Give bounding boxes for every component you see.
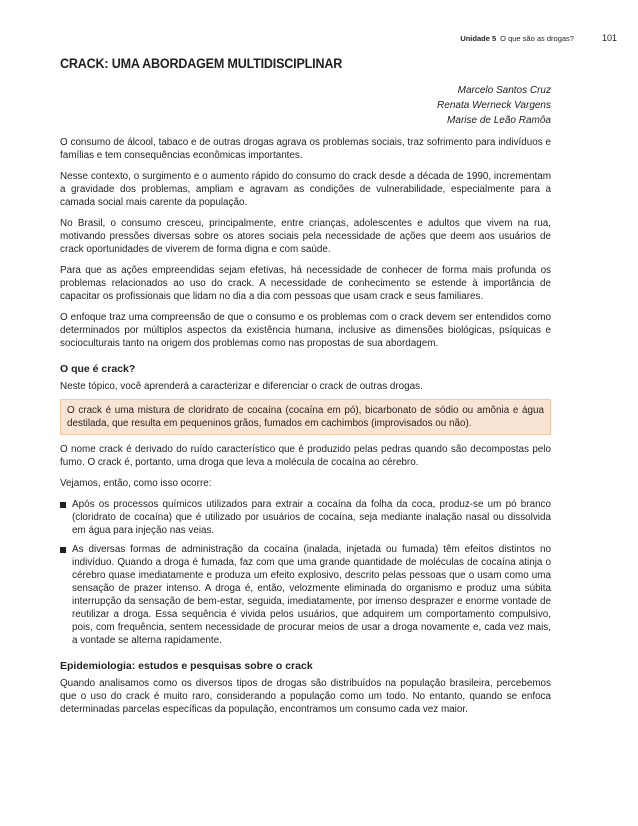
lead-in-text: Vejamos, então, como isso ocorre:: [60, 478, 212, 489]
unit-title: O que são as drogas?: [500, 34, 574, 43]
intro-paragraph: Para que as ações empreendidas sejam efetivas, há necessidade de conhecer de forma mais profunda os problemas relacionados ao uso do crack. A necessidade de conhecimento se estende à importância de capacitar os profissionais que lidam no dia a dia com pessoas que usam crack e seus familiares.: [60, 265, 551, 302]
article-body: [60, 56, 551, 724]
square-bullet-icon: [60, 547, 66, 553]
bullet-item: [60, 498, 551, 537]
intro-paragraph: Nesse contexto, o surgimento e o aumento rápido do consumo do crack desde a década de 1990, incrementam a gravidade dos problemas, ampliam e agravam as condições de vulnerabilidade, especialmente para a camada social mais carente da população.: [60, 171, 551, 208]
section-heading-crack: O que é crack?: [60, 363, 136, 375]
bullet-text: As diversas formas de administração da cocaína (inalada, injetada ou fumada) têm efeitos distintos no indivíduo. Quando a droga é fumada, faz com que uma grande quantidade de moléculas de cocaína atinja o cérebro quase imediatamente e produza um efeito explosivo, descrito pelas pessoas que o usam como uma sensação de prazer intenso. A droga é, então, velozmente eliminada do organismo e produz uma súbita interrupção da sensação de bem-estar, seguida, imediatamente, por imenso desprazer e enorme vontade de reutilizar a droga. Essa sequência é vivida pelos usuários, que adquirem um comportamento compulsivo, pois, com frequência, sentem necessidade de procurar meios de usar a droga novamente e, cada vez mais, a vontade se alterna rapidamente.: [72, 544, 551, 646]
article-title: CRACK: UMA ABORDAGEM MULTIDISCIPLINAR: [60, 56, 343, 71]
intro-paragraph: No Brasil, o consumo cresceu, principalmente, entre crianças, adolescentes e adultos que vivem na rua, motivando pressões diversas sobre os atores sociais pela necessidade de ações que deem aos usuários de crack oportunidades de viverem de forma digna e com saúde.: [60, 218, 551, 255]
intro-paragraph: O consumo de álcool, tabaco e de outras drogas agrava os problemas sociais, traz sofrimento para indivíduos e famílias e tem consequências econômicas importantes.: [60, 137, 551, 161]
bullet-list: [60, 498, 551, 647]
unit-label: Unidade 5: [460, 34, 497, 43]
author-list: [60, 83, 551, 128]
page-number: 101: [601, 33, 617, 43]
name-origin-paragraph: O nome crack é derivado do ruído característico que é produzido pelas pedras quando são decompostas pelo fumo. O crack é, portanto, uma droga que leva a molécula de cocaína ao cérebro.: [60, 444, 551, 468]
intro-paragraph: O enfoque traz uma compreensão de que o consumo e os problemas com o crack devem ser entendidos como determinados por múltiplos aspectos da existência humana, inclusive as dimensões biológicas, psíquicas e socioculturais tanto na origem dos problemas como nas propostas de sua abordagem.: [60, 312, 551, 349]
section-heading-epidemiology: Epidemiologia: estudos e pesquisas sobre o crack: [60, 660, 313, 672]
author-name: Marise de Leão Ramôa: [447, 115, 551, 126]
square-bullet-icon: [60, 502, 66, 508]
bullet-text: Após os processos químicos utilizados para extrair a cocaína da folha da coca, produz-se um pó branco (cloridrato de cocaína) que é utilizado por usuários de cocaína, seja mediante inalação nasal ou dissolvida em água para injeção nas veias.: [72, 499, 551, 536]
epidemiology-paragraph: Quando analisamos como os diversos tipos de drogas são distribuídos na população brasileira, percebemos que o uso do crack é muito raro, considerando a população como um todo. No entanto, quando se enfoca determinadas parcelas específicas da população, encontramos um consumo cada vez maior.: [60, 678, 551, 715]
definition-box: O crack é uma mistura de cloridrato de cocaína (cocaína em pó), bicarbonato de sódio ou amônia e água destilada, que resulta em pequeninos grãos, fumados em cachimbos (improvisados ou não).: [60, 399, 551, 435]
author-name: Renata Werneck Vargens: [437, 100, 551, 111]
author-name: Marcelo Santos Cruz: [457, 85, 551, 96]
running-head: [460, 33, 617, 47]
section-intro: Neste tópico, você aprenderá a caracterizar e diferenciar o crack de outras drogas.: [60, 381, 423, 392]
bullet-item: [60, 543, 551, 647]
